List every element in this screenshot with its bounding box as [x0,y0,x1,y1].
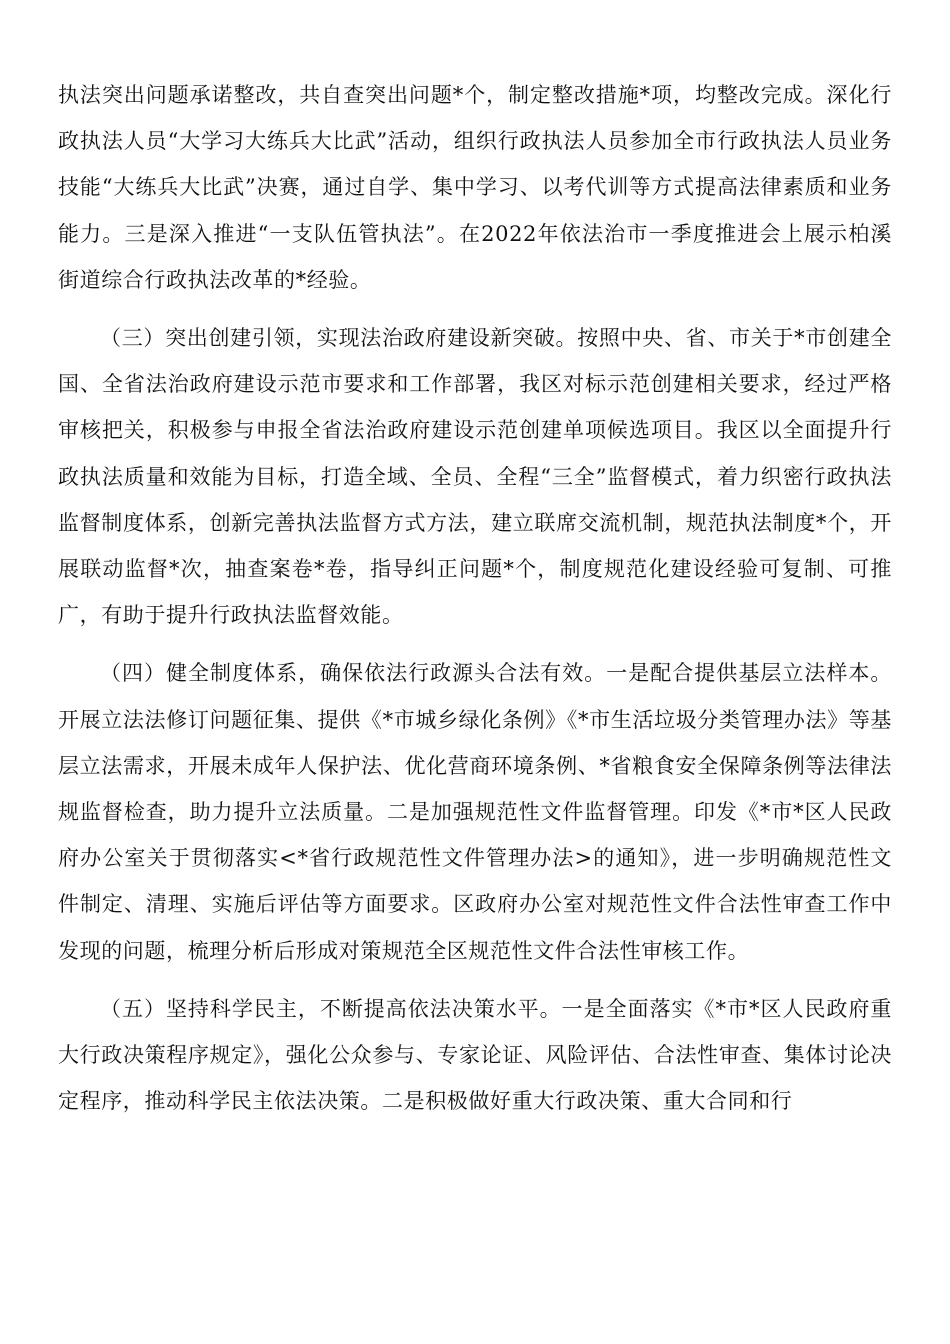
paragraph-section-3: （三）突出创建引领，实现法治政府建设新突破。按照中央、省、市关于*市创建全国、全省法治政府建设示范市要求和工作部署，我区对标示范创建相关要求，经过严格审核把关，积极参与申报全省法治政府建设示范创建单项候选项目。我区以全面提升行政执法质量和效能为目标，打造全域、全员、全程“三全”监督模式，着力织密行政执法监督制度体系，创新完善执法监督方式方法，建立联席交流机制，规范执法制度*个，开展联动监督*次，抽查案卷*卷，指导纠正问题*个，制度规范化建设经验可复制、可推广，有助于提升行政执法监督效能。 [58,326,892,628]
paragraph-section-4: （四）健全制度体系，确保依法行政源头合法有效。一是配合提供基层立法样本。开展立法法修订问题征集、提供《*市城乡绿化条例》《*市生活垃圾分类管理办法》等基层立法需求，开展未成年人保护法、优化营商环境条例、*省粮食安全保障条例等法律法规监督检查，助力提升立法质量。二是加强规范性文件监督管理。印发《*市*区人民政府办公室关于贯彻落实<*省行政规范性文件管理办法>的通知》，进一步明确规范性文件制定、清理、实施后评估等方面要求。区政府办公室对规范性文件合法性审查工作中发现的问题，梳理分析后形成对策规范全区规范性文件合法性审核工作。 [58,661,892,963]
paragraph-1: 执法突出问题承诺整改，共自查突出问题*个，制定整改措施*项，均整改完成。深化行政执法人员“大学习大练兵大比武”活动，组织行政执法人员参加全市行政执法人员业务技能“大练兵大比武”决赛，通过自学、集中学习、以考代训等方式提高法律素质和业务能力。三是深入推进“一支队伍管执法”。在2022年依法治市一季度推进会上展示柏溪街道综合行政执法改革的*经验。 [58,83,892,292]
document-page [58,72,892,1136]
paragraph-section-5: （五）坚持科学民主，不断提高依法决策水平。一是全面落实《*市*区人民政府重大行政决策程序规定》，强化公众参与、专家论证、风险评估、合法性审查、集体讨论决定程序，推动科学民主依法决策。二是积极做好重大行政决策、重大合同和行 [58,996,892,1114]
